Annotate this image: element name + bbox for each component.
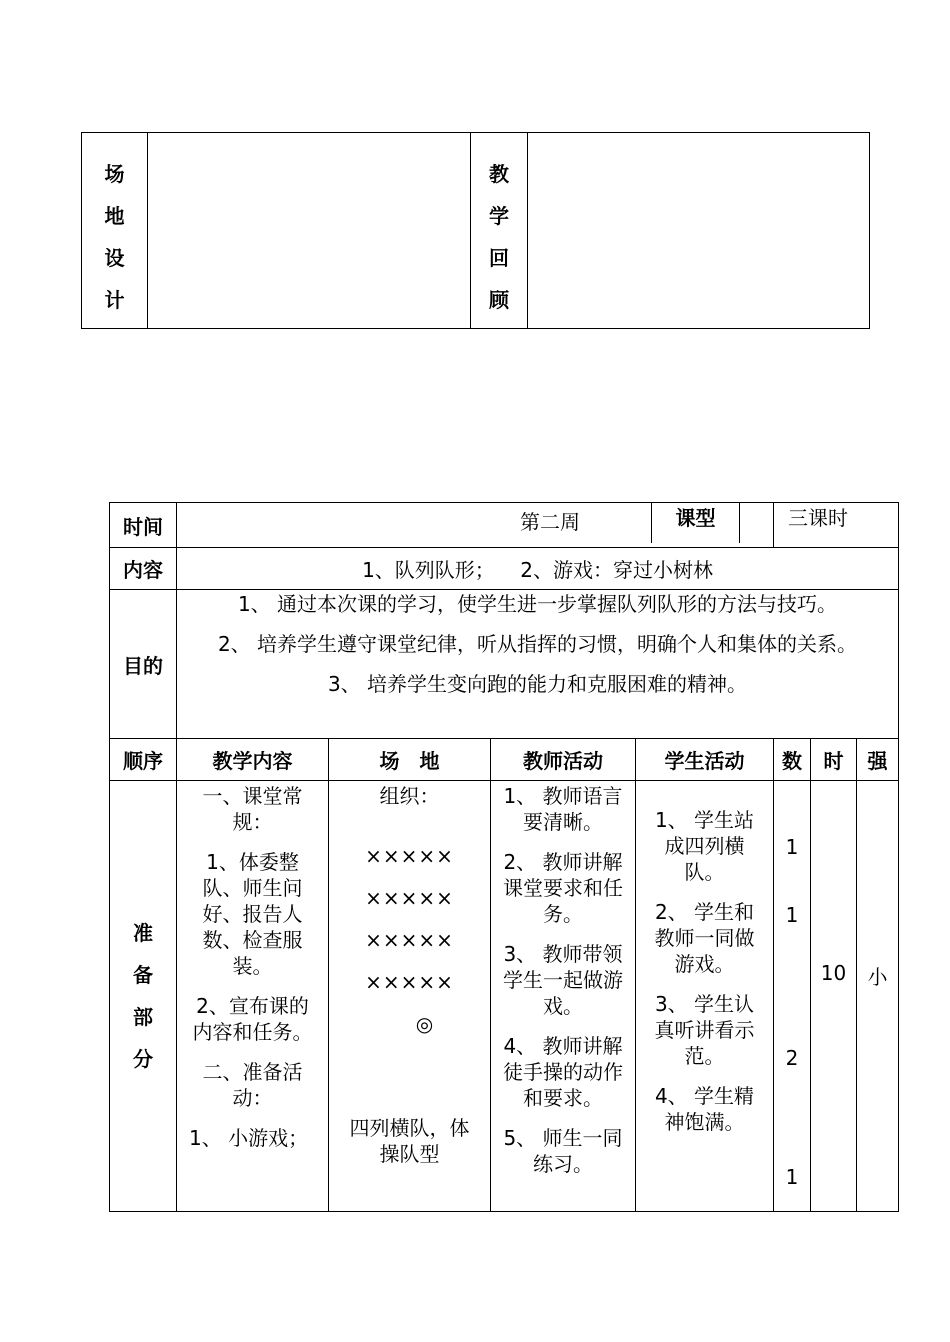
- teacher-activity-cell: [491, 781, 636, 1212]
- site-org: 组织：: [379, 784, 440, 808]
- header-time: 时: [811, 739, 857, 781]
- count-value: 1: [785, 1165, 799, 1189]
- formation-row: ×××××: [365, 844, 454, 868]
- header-site: 场 地: [329, 739, 491, 781]
- count-cell: [774, 781, 811, 1212]
- teacher-item: 5、 师生一同练习。: [503, 1126, 623, 1176]
- site-review-table: [81, 132, 870, 329]
- student-activity-cell: [636, 781, 774, 1212]
- time-value: 第二周: [177, 503, 774, 548]
- header-intensity: 强: [857, 739, 899, 781]
- count-value: 1: [785, 903, 799, 927]
- header-student-activity: 学生活动: [636, 739, 774, 781]
- content-item: 2、宣布课的内容和任务。: [192, 994, 313, 1044]
- site-design-cell[interactable]: [148, 133, 471, 329]
- student-item: 1、 学生站成四列横队。: [654, 808, 755, 884]
- header-teacher-activity: 教师活动: [491, 739, 636, 781]
- intensity-cell: 小: [857, 781, 899, 1212]
- content-item: 一、课堂常规：: [202, 784, 303, 834]
- aim-3: 3、 培养学生变向跑的能力和克服困难的精神。: [327, 672, 748, 696]
- formation-row: ×××××: [365, 886, 454, 910]
- lesson-type-label: 课型: [651, 503, 740, 543]
- count-value: 2: [785, 1046, 799, 1070]
- aim-label: 目的: [110, 590, 177, 739]
- content-item: 1、体委整队、师生问好、报告人数、检查服装。: [202, 850, 303, 978]
- teaching-review-label: 教 学 回 顾: [471, 133, 528, 329]
- site-note: 四列横队，体操队型: [349, 1116, 470, 1166]
- lesson-type-value: 三课时: [788, 506, 848, 530]
- count-value: 1: [785, 835, 799, 859]
- teacher-item: 2、 教师讲解课堂要求和任务。: [503, 850, 623, 926]
- student-item: 4、 学生精神饱满。: [654, 1084, 755, 1134]
- content-item: 1、 小游戏；: [189, 1126, 309, 1150]
- content-item: 二、准备活动：: [202, 1060, 303, 1110]
- teacher-item: 4、 教师讲解徒手操的动作和要求。: [503, 1034, 623, 1110]
- student-item: 2、 学生和教师一同做游戏。: [654, 900, 755, 976]
- header-order: 顺序: [110, 739, 177, 781]
- formation-row: ×××××: [365, 970, 454, 994]
- time-cell: 10: [811, 781, 857, 1212]
- site-cell: [329, 781, 491, 1212]
- aims-cell: [177, 590, 899, 739]
- teaching-content-cell: [177, 781, 329, 1212]
- lesson-plan-table: [109, 502, 899, 1212]
- teacher-item: 3、 教师带领学生一起做游戏。: [503, 942, 623, 1018]
- aim-2: 2、 培养学生遵守课堂纪律，听从指挥的习惯，明确个人和集体的关系。: [217, 632, 858, 656]
- aim-1: 1、 通过本次课的学习，使学生进一步掌握队列队形的方法与技巧。: [237, 592, 838, 616]
- student-item: 3、 学生认真听讲看示范。: [654, 992, 755, 1068]
- section-prep: 准 备 部 分: [110, 781, 177, 1212]
- site-design-label: 场 地 设 计: [82, 133, 148, 329]
- formation-row: ×××××: [365, 928, 454, 952]
- time-label: 时间: [110, 503, 177, 548]
- header-teaching-content: 教学内容: [177, 739, 329, 781]
- content-value: 1、队列队形； 2、游戏：穿过小树林: [177, 548, 899, 590]
- teacher-position-icon: ◎: [415, 1012, 434, 1036]
- content-label: 内容: [110, 548, 177, 590]
- header-count: 数: [774, 739, 811, 781]
- teacher-item: 1、 教师语言要清晰。: [503, 784, 623, 834]
- teaching-review-cell[interactable]: [528, 133, 870, 329]
